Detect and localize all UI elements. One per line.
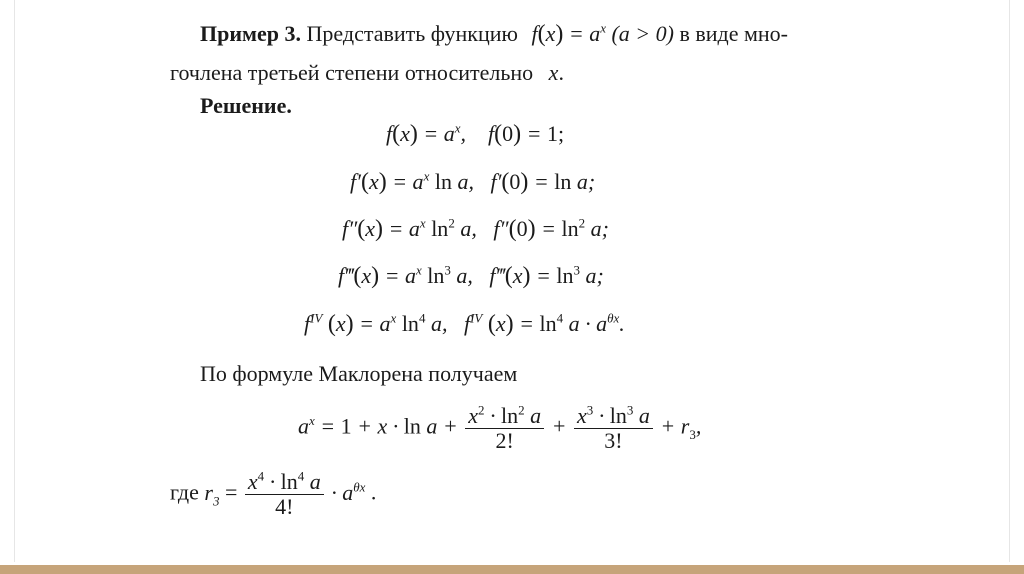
derivative-line-1: $f'(x) = a^x$ ln a, f′(0) = ln a; bbox=[350, 168, 596, 195]
bottom-accent-bar bbox=[0, 565, 1024, 574]
right-frame-line bbox=[1009, 0, 1010, 562]
derivative-line-0: $f(x) = a^x$, f(0) = 1; bbox=[386, 120, 565, 147]
fraction-2: $\frac{x^2 \cdot \ln^2 a}{2!}$ bbox=[465, 404, 544, 453]
left-frame-line bbox=[14, 0, 15, 562]
solution-label: Решение. bbox=[200, 93, 292, 118]
function-definition: $f(x) = a^x$ bbox=[531, 20, 606, 47]
condition: (a > 0) bbox=[611, 21, 674, 46]
intro-text-1: Представить функцию bbox=[306, 21, 518, 46]
intro-line-2-end: . bbox=[558, 60, 564, 85]
intro-line-2-text: гочлена третьей степени относительно bbox=[170, 60, 534, 85]
remainder-line: где $r_3$ = $\frac{x^4 \cdot \ln^4 a}{4!}$ · $a^{\theta x}$ . bbox=[170, 468, 377, 519]
derivative-line-4: $f^{IV}$ $(x) = a^x$ $\ln^4 a$, $f^{IV}$ $(x) = \ln^4 a \cdot a^{\theta x}$. bbox=[304, 310, 625, 337]
fraction-3: $\frac{x^3 \cdot \ln^3 a}{3!}$ bbox=[574, 404, 653, 453]
intro-line-2-var: x bbox=[548, 60, 559, 85]
intro-text-2: в виде мно- bbox=[679, 21, 789, 46]
maclaurin-formula: $a^x = 1 + x \cdot \ln a$ + $\frac{x^2 \cdot \ln^2 a}{2!}$ + $\frac{x^3 \cdot \ln^3 a}{3!}$ + $r_3$, bbox=[298, 402, 702, 453]
remainder-fraction: $\frac{x^4 \cdot \ln^4 a}{4!}$ bbox=[245, 470, 324, 519]
intro-line-1 bbox=[200, 22, 788, 46]
derivative-line-3: f‴(x) = $a^x$ $\ln^3 a$, f‴(x) = $\ln^3 a$; bbox=[338, 262, 604, 289]
intro-line-2 bbox=[170, 61, 564, 85]
example-label: Пример 3. bbox=[200, 21, 302, 46]
maclaurin-text: По формуле Маклорена получаем bbox=[200, 361, 518, 386]
derivative-line-2: $f''(x) = a^x$ $\ln^2 a$, $f''(0) = \ln^2 a$; bbox=[342, 215, 609, 242]
